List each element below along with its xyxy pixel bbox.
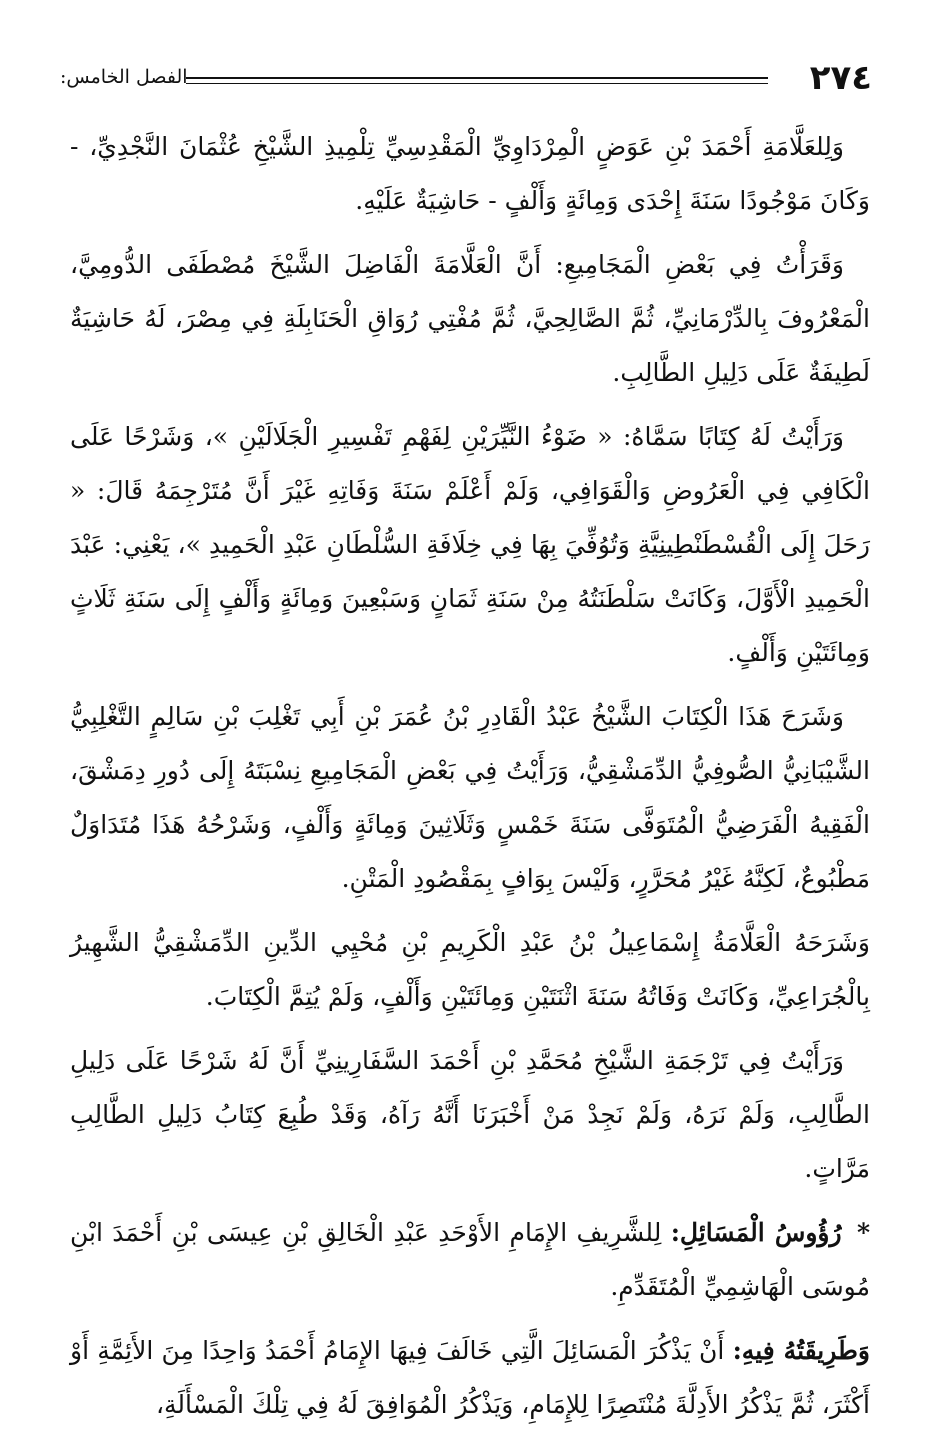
paragraph-6 xyxy=(70,1034,870,1196)
header-rule xyxy=(186,77,768,84)
page-body xyxy=(70,120,870,1442)
section-heading: رُؤُوسُ الْمَسَائِلِ: xyxy=(670,1218,842,1247)
paragraph-text: وَشَرَحَهُ الْعَلَّامَةُ إِسْمَاعِيلُ بْنُ عَبْدِ الْكَرِيمِ بْنِ مُحْيِي الدِّينِ الدِّمَشْقِيُّ الشَّهِيرُ بِالْجُرَاعِيِّ، وَكَانَتْ وَفَاتُهُ سَنَةَ اثْنَتَيْنِ وَمِائَتَيْنِ وَأَلْفٍ، وَلَمْ يُتِمَّ الْكِتَابَ. xyxy=(70,928,870,1011)
paragraph-1 xyxy=(70,120,870,228)
paragraph-4 xyxy=(70,690,870,906)
page-header xyxy=(60,58,872,98)
paragraph-5 xyxy=(70,916,870,1024)
paragraph-3 xyxy=(70,410,870,680)
paragraph-text: وَلِلعَلَّامَةِ أَحْمَدَ بْنِ عَوَضٍ الْمِرْدَاوِيِّ الْمَقْدِسِيِّ تِلْمِيذِ الشَّيْخِ عُثْمَانَ النَّجْدِيِّ، - وَكَانَ مَوْجُودًا سَنَةَ إِحْدَى وَمِائَةٍ وَأَلْفٍ - حَاشِيَةٌ عَلَيْهِ. xyxy=(70,132,870,215)
paragraph-8 xyxy=(70,1324,870,1432)
paragraph-2 xyxy=(70,238,870,400)
bullet-marker: * xyxy=(856,1218,871,1247)
paragraph-lead: وَطَرِيقَتُهُ فِيهِ: xyxy=(732,1336,870,1365)
paragraph-text: وَشَرَحَ هَذَا الْكِتَابَ الشَّيْخُ عَبْدُ الْقَادِرِ بْنُ عُمَرَ بْنِ أَبِي تَغْلِبَ بْنِ سَالِمٍ التَّغْلِبِيُّ الشَّيْبَانِيُّ الصُّوفِيُّ الدِّمَشْقِيُّ، وَرَأَيْتُ فِي بَعْضِ الْمَجَامِيعِ نِسْبَتَهُ إِلَى دُورِ دِمَشْقَ، الْفَقِيهُ الْفَرَضِيُّ الْمُتَوَفَّى سَنَةَ خَمْسٍ وَثَلَاثِينَ وَمِائَةٍ وَأَلْفٍ، وَشَرْحُهُ هَذَا مُتَدَاوَلٌ مَطْبُوعٌ، لَكِنَّهُ غَيْرُ مُحَرَّرٍ، وَلَيْسَ بِوَافٍ بِمَقْصُودِ الْمَتْنِ. xyxy=(70,702,870,893)
page-number: ٢٧٤ xyxy=(809,58,872,98)
paragraph-text: وَقَرَأْتُ فِي بَعْضِ الْمَجَامِيعِ: أَنَّ الْعَلَّامَةَ الْفَاضِلَ الشَّيْخَ مُصْطَفَى الدُّومِيَّ، الْمَعْرُوفَ بِالدِّرْمَانِيِّ، ثُمَّ الصَّالِحِيَّ، ثُمَّ مُفْتِي رُوَاقِ الْحَنَابِلَةِ فِي مِصْرَ، لَهُ حَاشِيَةٌ لَطِيفَةٌ عَلَى دَلِيلِ الطَّالِبِ. xyxy=(70,250,870,387)
chapter-title: الفصل الخامس: xyxy=(60,66,188,88)
paragraph-text: أَنْ يَذْكُرَ الْمَسَائِلَ الَّتِي خَالَفَ فِيهَا الإِمَامُ أَحْمَدُ وَاحِدًا مِنَ الأَئِمَّةِ أَوْ أَكْثَرَ، ثُمَّ يَذْكُرُ الأَدِلَّةَ مُنْتَصِرًا لِلإِمَامِ، وَيَذْكُرُ الْمُوَافِقَ لَهُ فِي تِلْكَ الْمَسْأَلَةِ، xyxy=(70,1336,870,1419)
paragraph-text: وَرَأَيْتُ فِي تَرْجَمَةِ الشَّيْخِ مُحَمَّدِ بْنِ أَحْمَدَ السَّفَارِينِيِّ أَنَّ لَهُ شَرْحًا عَلَى دَلِيلِ الطَّالِبِ، وَلَمْ نَرَهُ، وَلَمْ نَجِدْ مَنْ أَخْبَرَنَا أَنَّهُ رَآهُ، وَقَدْ طُبِعَ كِتَابُ دَلِيلِ الطَّالِبِ مَرَّاتٍ. xyxy=(70,1046,870,1183)
paragraph-text: وَرَأَيْتُ لَهُ كِتَابًا سَمَّاهُ: « ضَوْءُ النَّيِّرَيْنِ لِفَهْمِ تَفْسِيرِ الْجَلَالَيْنِ »، وَشَرْحًا عَلَى الْكَافِي فِي الْعَرُوضِ وَالْقَوَافِي، وَلَمْ أَعْلَمْ سَنَةَ وَفَاتِهِ غَيْرَ أَنَّ مُتَرْجِمَهُ قَالَ: « رَحَلَ إِلَى الْقُسْطَنْطِينِيَّةِ وَتُوُفِّيَ بِهَا فِي خِلَافَةِ السُّلْطَانِ عَبْدِ الْحَمِيدِ »، يَعْنِي: عَبْدَ الْحَمِيدِ الْأَوَّلَ، وَكَانَتْ سَلْطَنَتُهُ مِنْ سَنَةِ ثَمَانٍ وَسَبْعِينَ وَمِائَةٍ وَأَلْفٍ إِلَى سَنَةِ ثَلَاثٍ وَمِائَتَيْنِ وَأَلْفٍ. xyxy=(70,422,870,667)
paragraph-text: لِلشَّرِيفِ الإِمَامِ الأَوْحَدِ عَبْدِ الْخَالِقِ بْنِ عِيسَى بْنِ أَحْمَدَ ابْنِ مُوسَى الْهَاشِمِيِّ الْمُتَقَدِّمِ. xyxy=(70,1218,870,1301)
paragraph-7 xyxy=(70,1206,870,1314)
